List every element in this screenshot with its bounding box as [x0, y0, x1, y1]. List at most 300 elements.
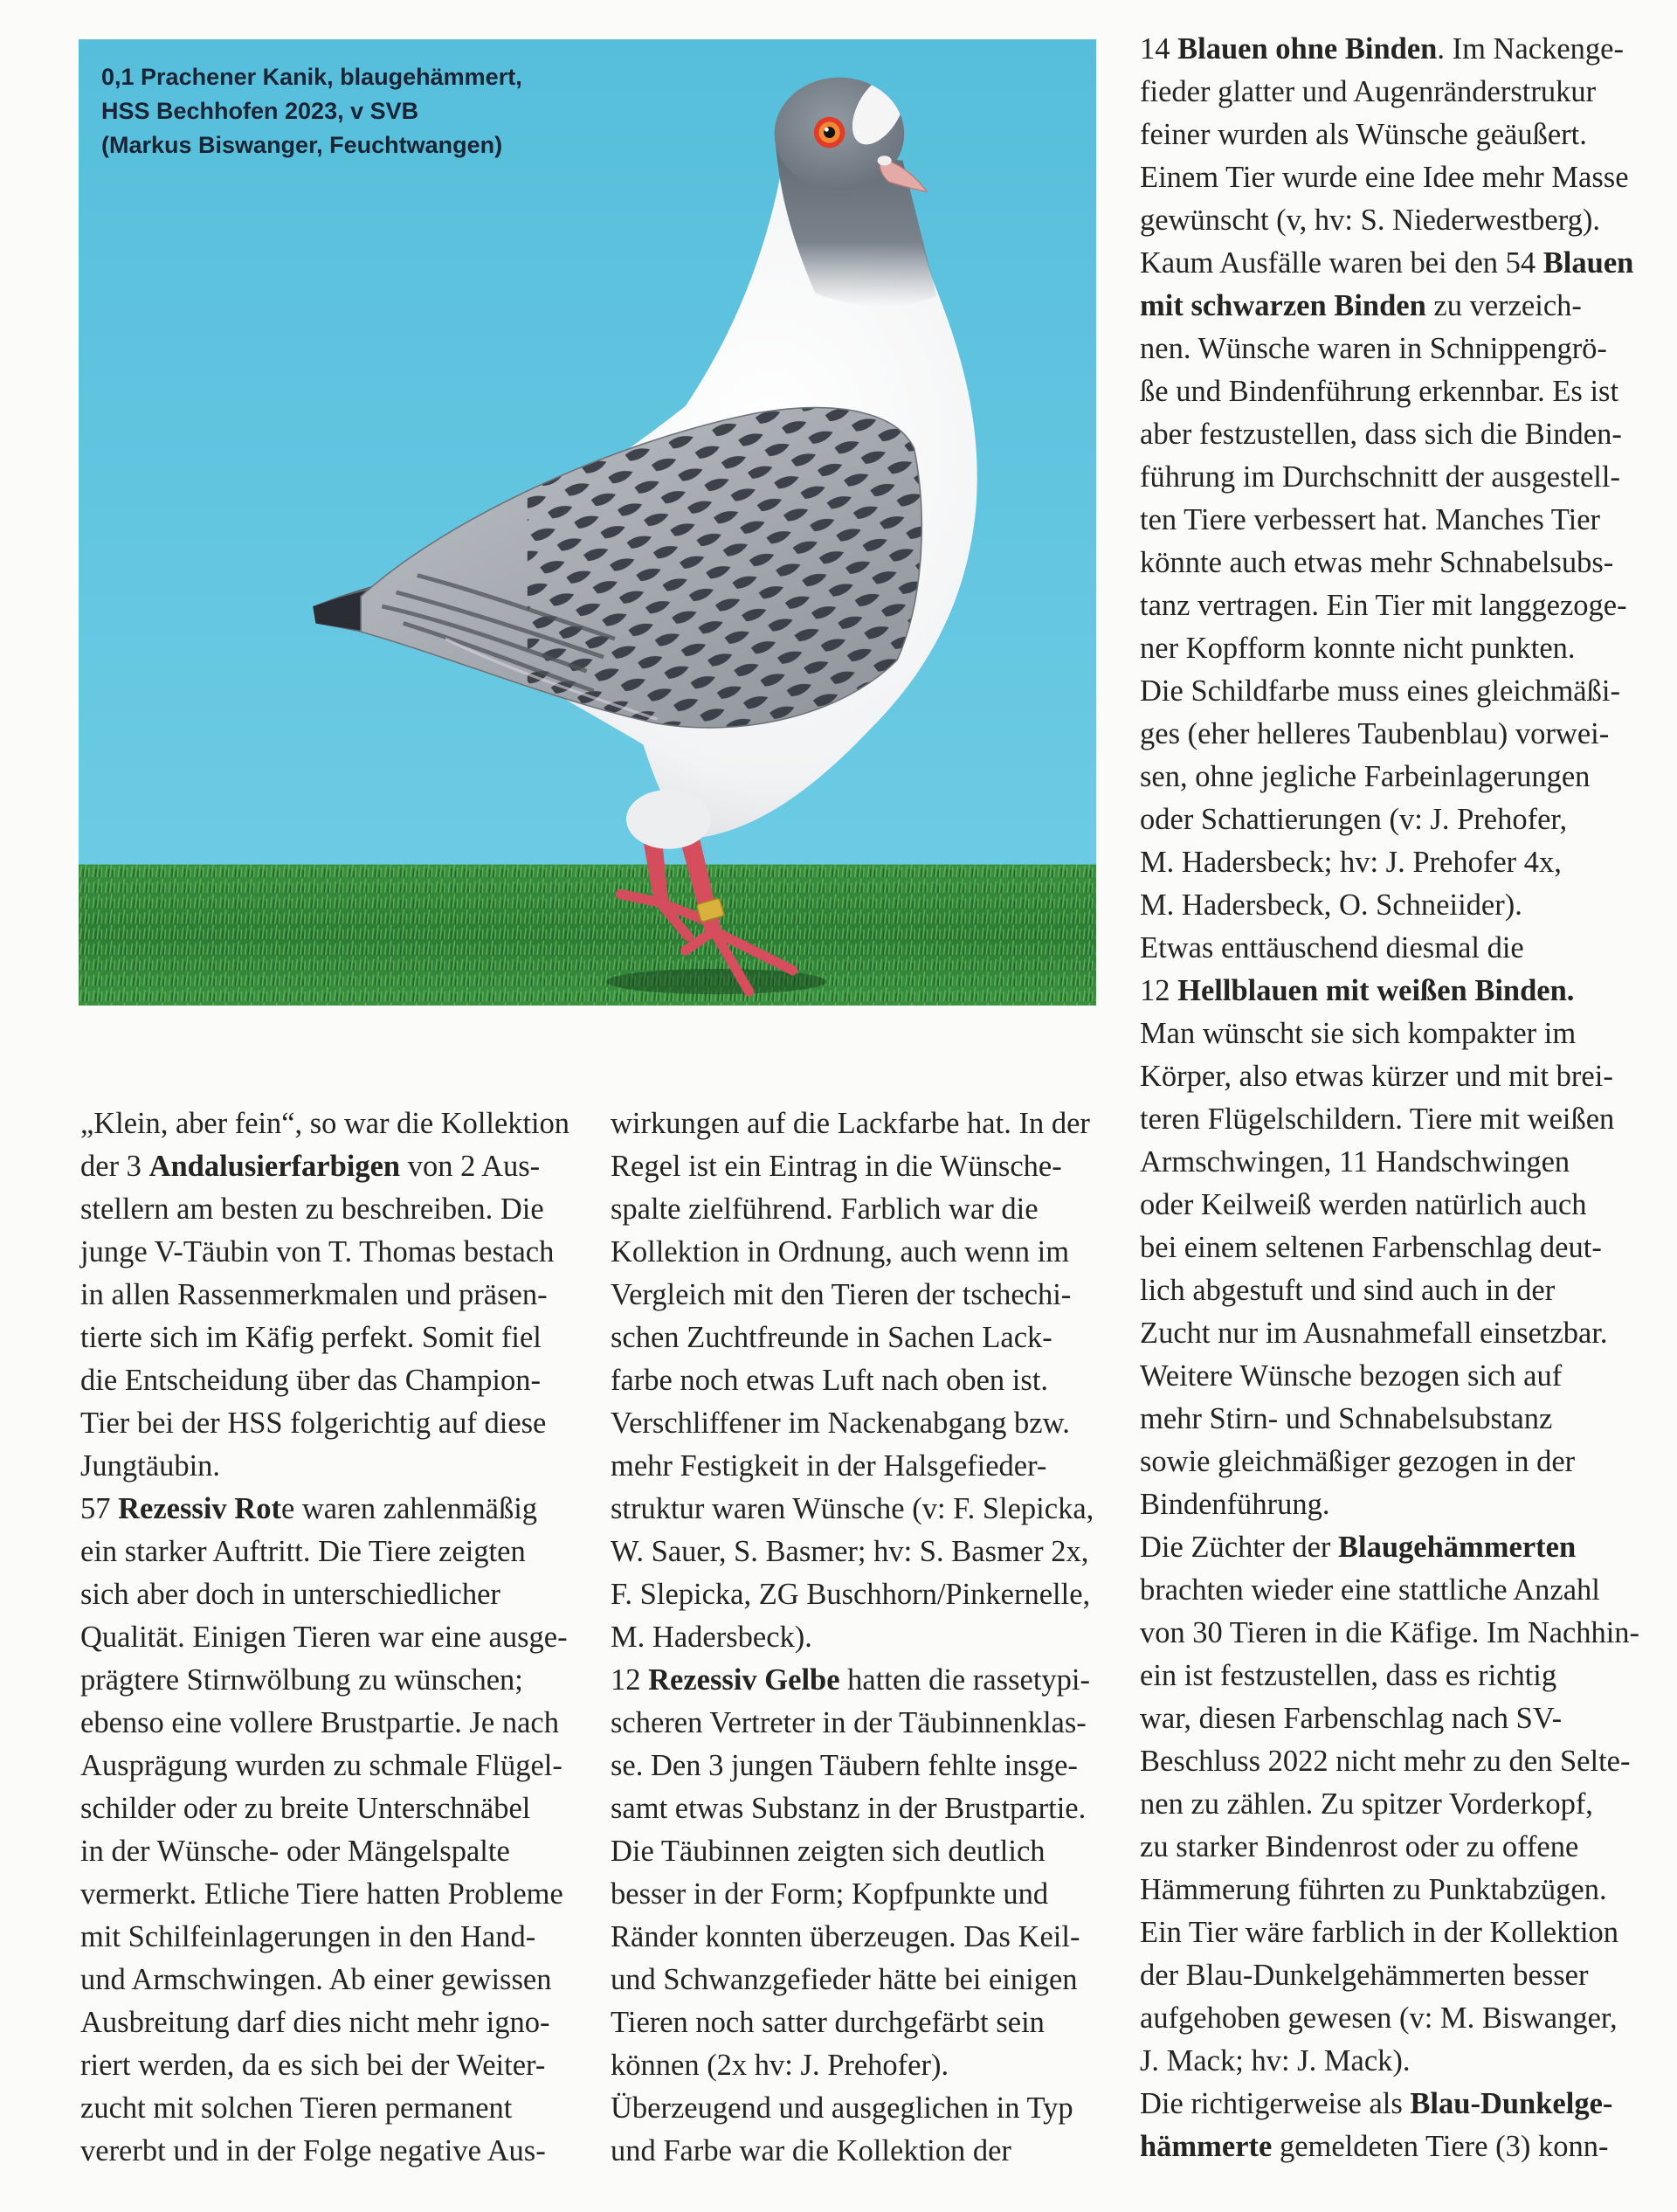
- text-line-content: [80, 1274, 548, 1317]
- text-line: [1140, 1013, 1639, 1055]
- text-line-content: [1140, 370, 1618, 413]
- text-run: „Klein, aber fein“, so war die Kollektion: [80, 1107, 569, 1140]
- bold-text: Rezessiv Gelbe: [648, 1663, 840, 1697]
- text-line-content: [1140, 1655, 1556, 1697]
- pigeon-photo: [79, 39, 1096, 1006]
- caption-line: HSS Bechhofen 2023, v SVB: [101, 98, 419, 124]
- text-line-content: [1140, 413, 1622, 456]
- text-run: war, diesen Farbenschlag nach SV-: [1140, 1702, 1563, 1735]
- text-run: feiner wurden als Wünsche geäußert.: [1140, 118, 1587, 151]
- text-run: mit Schilfeinlagerungen in den Hand-: [80, 1920, 536, 1953]
- text-line: [611, 1274, 1100, 1317]
- text-line-content: [611, 1317, 1052, 1359]
- text-line: [1140, 199, 1639, 242]
- text-run: aufgehoben gewesen (v: M. Biswanger,: [1140, 2001, 1618, 2035]
- text-line: [1140, 456, 1639, 499]
- text-line-content: [80, 1445, 220, 1488]
- text-line-content: [1140, 1612, 1639, 1655]
- text-run: . Im Nackenge-: [1437, 32, 1624, 66]
- text-run: gewünscht (v, hv: S. Niederwestberg).: [1140, 204, 1600, 237]
- text-line: [1140, 670, 1639, 713]
- text-line-content: [611, 1103, 1090, 1145]
- text-line: [80, 1317, 569, 1359]
- text-line-content: [1140, 1740, 1630, 1783]
- text-run: Kollektion in Ordnung, auch wenn im: [611, 1235, 1070, 1268]
- text-line: [1140, 1826, 1639, 1869]
- text-line: [611, 1317, 1100, 1359]
- text-run: 12: [1140, 974, 1178, 1007]
- text-run: in allen Rassenmerkmalen und präsen-: [80, 1278, 548, 1311]
- text-line: [80, 1702, 569, 1745]
- text-line-content: [1140, 1184, 1587, 1227]
- text-run: Vergleich mit den Tieren der tschechi-: [611, 1278, 1072, 1311]
- text-line-content: [1140, 1055, 1613, 1098]
- photo-caption: [101, 60, 522, 162]
- text-run: Bindenführung.: [1140, 1488, 1330, 1521]
- text-line-content: [80, 1145, 540, 1188]
- text-line-content: [1140, 156, 1629, 199]
- text-line: [80, 1359, 569, 1402]
- text-line-content: [1140, 1826, 1578, 1869]
- text-line-content: [80, 1488, 537, 1531]
- text-line-content: [1140, 114, 1587, 156]
- text-run: ein ist festzustellen, dass es richtig: [1140, 1659, 1557, 1692]
- text-line: [1140, 1612, 1639, 1655]
- text-run: ten Tiere verbessert hat. Manches Tier: [1140, 503, 1601, 536]
- text-line: [611, 1573, 1100, 1616]
- text-line-content: [1140, 927, 1524, 970]
- text-run: M. Hadersbeck, O. Schneiider).: [1140, 888, 1522, 922]
- text-line: [1140, 713, 1639, 756]
- bold-text: Rezessiv Rot: [118, 1492, 281, 1525]
- text-line-content: [80, 1873, 563, 1916]
- text-line: [1140, 1997, 1639, 2040]
- text-run: Weitere Wünsche bezogen sich auf: [1140, 1359, 1563, 1393]
- text-run: fieder glatter und Augenränderstrukur: [1140, 75, 1597, 108]
- text-run: Überzeugend und ausgeglichen in Typ: [611, 2091, 1073, 2125]
- text-line-content: [1140, 1227, 1602, 1269]
- text-line-content: [1140, 1697, 1562, 1740]
- text-line-content: [1140, 1483, 1330, 1526]
- text-run: bei einem seltenen Farbenschlag deut-: [1140, 1231, 1602, 1264]
- text-run: können (2x hv: J. Prehofer).: [611, 2049, 949, 2082]
- bold-text: Blauen ohne Binden: [1177, 32, 1438, 66]
- text-line: [80, 2087, 569, 2130]
- text-line-content: [1140, 456, 1620, 499]
- text-line: [1140, 1098, 1639, 1141]
- text-line: [80, 1787, 569, 1830]
- text-line-content: [611, 1616, 812, 1659]
- text-line-content: [611, 2001, 1045, 2044]
- text-run: Tieren noch satter durchgefärbt sein: [611, 2006, 1045, 2039]
- text-line-content: [1140, 285, 1582, 328]
- text-line: [80, 1659, 569, 1702]
- text-run: struktur waren Wünsche (v: F. Slepicka,: [611, 1492, 1094, 1525]
- text-line: [1140, 1697, 1639, 1740]
- text-line: [611, 1531, 1100, 1573]
- text-line: [611, 1830, 1100, 1873]
- text-line-content: [80, 2087, 512, 2130]
- text-line-content: [1140, 1098, 1614, 1141]
- text-run: 57: [80, 1492, 119, 1525]
- text-line: [80, 1488, 569, 1531]
- text-line-content: [80, 1359, 541, 1402]
- text-line: [611, 1787, 1100, 1830]
- text-run: Kaum Ausfälle waren bei den 54: [1140, 246, 1543, 280]
- text-line: [611, 1445, 1100, 1488]
- text-run: aber festzustellen, dass sich die Binden-: [1140, 418, 1622, 451]
- text-line-content: [611, 1359, 1048, 1402]
- text-run: von 30 Tieren in die Käfige. Im Nachhin-: [1140, 1616, 1639, 1649]
- text-line: [1140, 970, 1639, 1013]
- text-line: [1140, 285, 1639, 328]
- pigeon-thigh: [626, 790, 711, 849]
- text-run: könnte auch etwas mehr Schnabelsubs-: [1140, 546, 1614, 579]
- text-line-content: [611, 2087, 1073, 2130]
- text-line: [1140, 756, 1639, 798]
- text-run: J. Mack; hv: J. Mack).: [1140, 2044, 1411, 2077]
- text-line-content: [80, 1573, 500, 1616]
- text-run: scheren Vertreter in der Täubinnenklas-: [611, 1706, 1087, 1739]
- bold-text: hämmerte: [1140, 2130, 1273, 2163]
- text-line-content: [611, 1402, 1070, 1445]
- text-line-content: [1140, 756, 1590, 798]
- text-line-content: [1140, 670, 1620, 713]
- text-line-content: [1140, 328, 1607, 370]
- text-run: und Schwanzgefieder hätte bei einigen: [611, 1963, 1078, 1996]
- text-line: [1140, 927, 1639, 970]
- pigeon-eye: [814, 117, 845, 149]
- text-line-content: [80, 1959, 551, 2001]
- caption-line: 0,1 Prachener Kanik, blaugehämmert,: [101, 64, 522, 90]
- text-line-content: [611, 1274, 1071, 1317]
- text-run: ner Kopfform konnte nicht punkten.: [1140, 632, 1576, 665]
- text-line-content: [80, 1231, 554, 1274]
- text-line-content: [80, 1103, 569, 1145]
- text-line: [1140, 413, 1639, 456]
- text-line: [611, 1402, 1100, 1445]
- text-line: [611, 1359, 1100, 1402]
- text-line-content: [611, 1659, 1090, 1702]
- text-line-content: [1140, 499, 1600, 542]
- text-run: stellern am besten zu beschreiben. Die: [80, 1192, 544, 1226]
- text-line: [611, 2130, 1100, 2173]
- text-line-content: [611, 1916, 1080, 1959]
- text-line-content: [611, 2130, 1011, 2173]
- text-run: die Entscheidung über das Champion-: [80, 1364, 541, 1397]
- text-line-content: [1140, 1269, 1555, 1312]
- text-line: [611, 1959, 1100, 2001]
- text-line-content: [80, 1317, 542, 1359]
- text-line: [1140, 114, 1639, 156]
- text-line: [611, 1745, 1100, 1787]
- text-run: Ausprägung wurden zu schmale Flügel-: [80, 1749, 562, 1782]
- text-line-content: [1140, 2126, 1609, 2168]
- text-line: [1140, 242, 1639, 285]
- text-line-content: [1140, 542, 1613, 584]
- text-run: sowie gleichmäßiger gezogen in der: [1140, 1445, 1576, 1478]
- text-line: [80, 2001, 569, 2044]
- text-run: wirkungen auf die Lackfarbe hat. In der: [611, 1107, 1090, 1140]
- text-line-content: [80, 2044, 545, 2087]
- text-run: Ränder konnten überzeugen. Das Keil-: [611, 1920, 1080, 1953]
- text-run: zu verzeich-: [1425, 289, 1582, 322]
- bold-text: Andalusierfarbigen: [148, 1150, 401, 1183]
- text-line-content: [611, 1787, 1086, 1830]
- text-line-content: [80, 1787, 530, 1830]
- text-line: [611, 1145, 1100, 1188]
- text-line: [1140, 28, 1639, 71]
- text-run: Einem Tier wurde eine Idee mehr Masse: [1140, 161, 1629, 194]
- text-run: in der Wünsche- oder Mängelspalte: [80, 1835, 510, 1868]
- text-line-content: [1140, 584, 1627, 627]
- text-line-content: [1140, 627, 1576, 670]
- text-line: [611, 1103, 1100, 1145]
- text-line: [1140, 542, 1639, 584]
- text-line: [611, 1488, 1100, 1531]
- text-run: e waren zahlenmäßig: [280, 1492, 538, 1525]
- text-line: [611, 2044, 1100, 2087]
- text-line: [1140, 627, 1639, 670]
- text-line: [1140, 1269, 1639, 1312]
- text-line: [1140, 1398, 1639, 1441]
- text-line: [1140, 1954, 1639, 1997]
- text-line: [1140, 884, 1639, 927]
- text-line: [1140, 2083, 1639, 2126]
- text-line: [80, 1616, 569, 1659]
- text-run: junge V-Täubin von T. Thomas bestach: [80, 1235, 555, 1268]
- text-line: [1140, 370, 1639, 413]
- text-run: riert werden, da es sich bei der Weiter-: [80, 2049, 546, 2082]
- text-run: zucht mit solchen Tieren permanent: [80, 2091, 513, 2125]
- text-line: [1140, 584, 1639, 627]
- text-line: [611, 1231, 1100, 1274]
- text-line: [80, 1231, 569, 1274]
- text-line-content: [611, 1531, 1088, 1573]
- text-run: Ausbreitung darf dies nicht mehr igno-: [80, 2006, 550, 2039]
- text-run: gemeldeten Tiere (3) konn-: [1272, 2130, 1609, 2163]
- text-line: [1140, 1911, 1639, 1954]
- text-line-content: [611, 1959, 1078, 2001]
- text-line-content: [80, 1616, 568, 1659]
- text-line: [1140, 156, 1639, 199]
- text-line-content: [80, 1659, 523, 1702]
- text-run: se. Den 3 jungen Täubern fehlte insge-: [611, 1749, 1078, 1782]
- text-run: Beschluss 2022 nicht mehr zu den Selte-: [1140, 1745, 1631, 1778]
- text-line-content: [1140, 970, 1574, 1013]
- text-line: [80, 1573, 569, 1616]
- text-line: [80, 1873, 569, 1916]
- text-line: [1140, 841, 1639, 884]
- text-line-content: [1140, 1441, 1575, 1483]
- pigeon-cere: [878, 156, 892, 165]
- text-line-content: [1140, 713, 1609, 756]
- bold-text: Hellblauen mit weißen Binden.: [1177, 974, 1575, 1007]
- text-run: Verschliffener im Nackenabgang bzw.: [611, 1407, 1070, 1440]
- text-line-content: [611, 1231, 1069, 1274]
- text-run: Tier bei der HSS folgerichtig auf diese: [80, 1407, 547, 1440]
- text-line: [611, 1616, 1100, 1659]
- grass-texture: [79, 865, 1096, 1006]
- text-line: [80, 1959, 569, 2001]
- text-line-content: [611, 1488, 1094, 1531]
- text-line-content: [1140, 2040, 1411, 2083]
- bold-text: Blauen: [1542, 246, 1634, 280]
- text-run: ebenso eine vollere Brustpartie. Je nach: [80, 1706, 559, 1739]
- article-column-3: [1140, 28, 1639, 2168]
- text-line: [80, 2130, 569, 2173]
- text-run: vermerkt. Etliche Tiere hatten Probleme: [80, 1877, 563, 1911]
- text-line-content: [1140, 71, 1596, 114]
- text-run: Ein Tier wäre farblich in der Kollektion: [1140, 1916, 1619, 1949]
- text-run: Die Züchter der: [1140, 1531, 1339, 1564]
- text-run: tanz vertragen. Ein Tier mit langgezoge-: [1140, 589, 1627, 622]
- text-run: 12: [611, 1663, 649, 1697]
- text-run: hatten die rassetypi-: [839, 1663, 1090, 1697]
- text-line: [1140, 1227, 1639, 1269]
- text-line: [80, 1274, 569, 1317]
- text-line: [1140, 1526, 1639, 1569]
- text-run: ges (eher helleres Taubenblau) vorwei-: [1140, 717, 1610, 750]
- text-line-content: [80, 1916, 535, 1959]
- text-run: nen. Wünsche waren in Schnippengrö-: [1140, 332, 1607, 365]
- text-line-content: [80, 1188, 544, 1231]
- pigeon-illustration: [79, 39, 1096, 1006]
- caption-line: (Markus Biswanger, Feuchtwangen): [101, 132, 503, 158]
- text-line-content: [1140, 1141, 1570, 1184]
- text-run: Etwas enttäuschend diesmal die: [1140, 931, 1524, 964]
- text-line: [1140, 1869, 1639, 1911]
- text-line-content: [1140, 841, 1562, 884]
- text-run: sen, ohne jegliche Farbeinlagerungen: [1140, 760, 1591, 793]
- text-line-content: [1140, 1526, 1576, 1569]
- text-line: [1140, 499, 1639, 542]
- text-line-content: [1140, 1355, 1562, 1398]
- text-run: Die Täubinnen zeigten sich deutlich: [611, 1835, 1046, 1868]
- text-line: [80, 2044, 569, 2087]
- text-line-content: [1140, 1013, 1576, 1055]
- text-run: ein starker Auftritt. Die Tiere zeigten: [80, 1535, 526, 1568]
- text-line: [611, 1702, 1100, 1745]
- text-line: [1140, 1141, 1639, 1184]
- article-column-2: [611, 1103, 1100, 2173]
- text-line-content: [1140, 1869, 1607, 1911]
- text-line: [80, 1145, 569, 1188]
- text-line-content: [1140, 242, 1633, 285]
- text-line: [1140, 328, 1639, 370]
- text-run: M. Hadersbeck; hv: J. Prehofer 4x,: [1140, 846, 1562, 879]
- text-run: 14: [1140, 32, 1178, 66]
- text-run: F. Slepicka, ZG Buschhorn/Pinkernelle,: [611, 1578, 1091, 1611]
- text-run: sich aber doch in unterschiedlicher: [80, 1578, 500, 1611]
- text-line-content: [611, 1830, 1046, 1873]
- text-line-content: [80, 1830, 510, 1873]
- text-run: Qualität. Einigen Tieren war eine ausge-: [80, 1621, 568, 1654]
- text-line: [1140, 1655, 1639, 1697]
- text-run: und Armschwingen. Ab einer gewissen: [80, 1963, 552, 1996]
- text-line-content: [1140, 1954, 1588, 1997]
- text-line-content: [611, 1702, 1087, 1745]
- text-line-content: [611, 1745, 1078, 1787]
- text-line: [80, 1445, 569, 1488]
- text-line: [1140, 1569, 1639, 1612]
- text-line-content: [1140, 199, 1600, 242]
- text-run: Man wünscht sie sich kompakter im: [1140, 1017, 1577, 1050]
- bold-text: Blaugehämmerten: [1338, 1531, 1577, 1564]
- text-line: [611, 1659, 1100, 1702]
- text-line: [611, 1873, 1100, 1916]
- text-run: Armschwingen, 11 Handschwingen: [1140, 1145, 1570, 1179]
- text-run: und Farbe war die Kollektion der: [611, 2134, 1011, 2167]
- text-run: spalte zielführend. Farblich war die: [611, 1192, 1039, 1226]
- text-run: Die Schildfarbe muss eines gleichmäßi-: [1140, 674, 1620, 708]
- text-line-content: [80, 2130, 546, 2173]
- text-line: [611, 2001, 1100, 2044]
- text-run: zu starker Bindenrost oder zu offene: [1140, 1830, 1579, 1863]
- text-line-content: [611, 1145, 1062, 1188]
- text-line: [80, 1916, 569, 1959]
- text-line: [1140, 1184, 1639, 1227]
- text-run: schen Zuchtfreunde in Sachen Lack-: [611, 1321, 1052, 1354]
- text-run: oder Keilweiß werden natürlich auch: [1140, 1188, 1587, 1221]
- text-run: nen zu zählen. Zu spitzer Vorderkopf,: [1140, 1787, 1593, 1821]
- text-run: Die richtigerweise als: [1140, 2087, 1411, 2120]
- text-line-content: [1140, 1783, 1593, 1826]
- text-run: Regel ist ein Eintrag in die Wünsche-: [611, 1150, 1062, 1183]
- bold-text: mit schwarzen Binden: [1140, 289, 1426, 322]
- text-line: [1140, 1740, 1639, 1783]
- text-run: besser in der Form; Kopfpunkte und: [611, 1877, 1049, 1911]
- text-run: brachten wieder eine stattliche Anzahl: [1140, 1573, 1600, 1607]
- text-line-content: [1140, 2083, 1612, 2126]
- text-line-content: [1140, 1911, 1618, 1954]
- article-column-1: [80, 1103, 569, 2173]
- text-line-content: [611, 1188, 1039, 1231]
- text-line: [611, 1916, 1100, 1959]
- text-line-content: [1140, 1569, 1600, 1612]
- text-line-content: [1140, 1312, 1608, 1355]
- text-run: Körper, also etwas kürzer und mit brei-: [1140, 1060, 1613, 1093]
- text-run: lich abgestuft und sind auch in der: [1140, 1274, 1556, 1307]
- text-line: [1140, 1483, 1639, 1526]
- text-line-content: [80, 2001, 550, 2044]
- text-run: Hämmerung führten zu Punktabzügen.: [1140, 1873, 1607, 1906]
- text-line: [1140, 1055, 1639, 1098]
- text-run: vererbt und in der Folge negative Aus-: [80, 2134, 546, 2167]
- text-line: [1140, 71, 1639, 114]
- text-line-content: [611, 1873, 1048, 1916]
- text-line-content: [1140, 884, 1522, 927]
- text-line-content: [1140, 798, 1567, 841]
- text-line-content: [80, 1531, 526, 1573]
- text-line-content: [1140, 28, 1624, 71]
- text-run: ße und Bindenführung erkennbar. Es ist: [1140, 375, 1619, 408]
- text-run: farbe noch etwas Luft nach oben ist.: [611, 1364, 1049, 1397]
- text-run: führung im Durchschnitt der ausgestell-: [1140, 460, 1620, 494]
- text-run: mehr Stirn- und Schnabelsubstanz: [1140, 1402, 1553, 1435]
- text-run: Zucht nur im Ausnahmefall einsetzbar.: [1140, 1317, 1608, 1350]
- text-run: Jungtäubin.: [80, 1449, 221, 1483]
- text-line-content: [1140, 1398, 1552, 1441]
- text-line: [1140, 2126, 1639, 2168]
- text-run: schilder oder zu breite Unterschnäbel: [80, 1792, 531, 1825]
- text-line: [80, 1402, 569, 1445]
- text-run: der Blau-Dunkelgehämmerten besser: [1140, 1959, 1589, 1992]
- text-line-content: [80, 1402, 546, 1445]
- text-line: [80, 1531, 569, 1573]
- text-line: [1140, 1355, 1639, 1398]
- text-line-content: [80, 1745, 562, 1787]
